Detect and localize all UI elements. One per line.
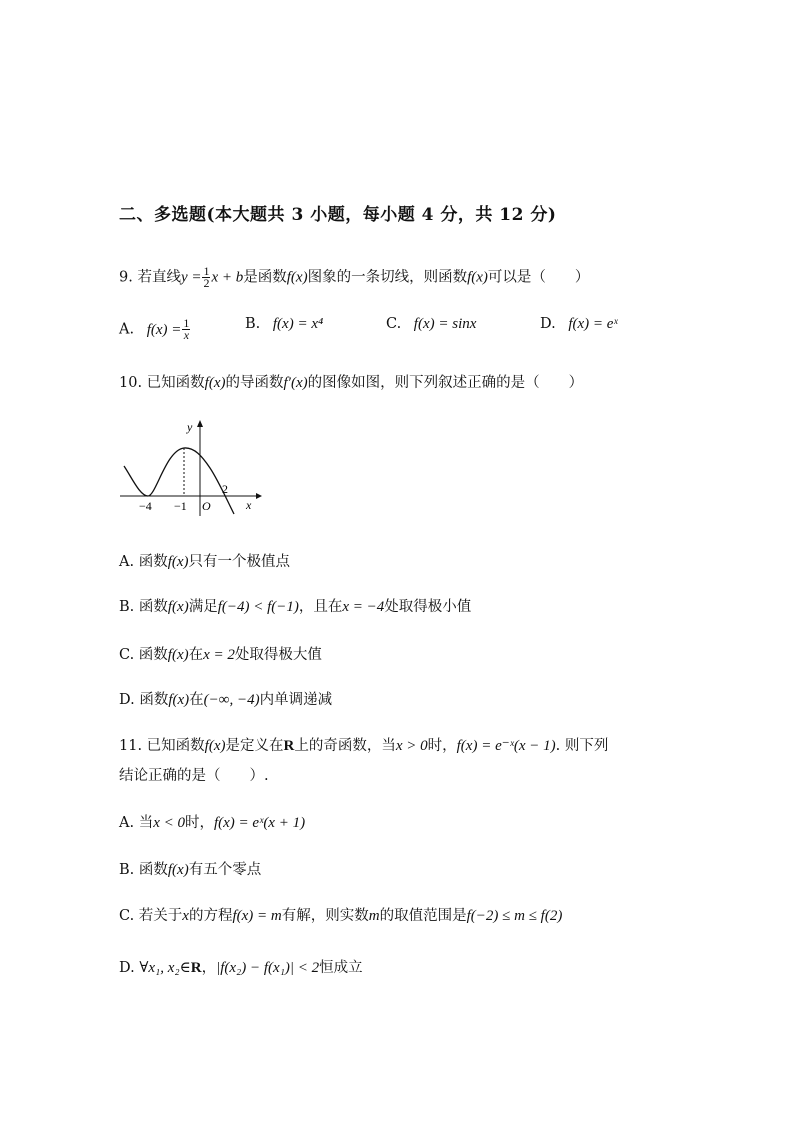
option-text: 函数 <box>138 599 168 615</box>
option-expr: |f(x₂) − f(x₁)| < 2 <box>216 960 320 976</box>
option-label: C. <box>386 316 402 332</box>
q10-option-c[interactable] <box>119 645 322 665</box>
option-label: A. <box>119 321 135 338</box>
q9-line-lhs: y = <box>180 269 202 286</box>
y-axis-arrow <box>197 420 203 427</box>
option-text: 在 <box>188 647 204 663</box>
option-fx: f(x) <box>167 599 189 615</box>
option-label: D. <box>119 692 135 708</box>
q11-text3: 上的奇函数，当 <box>294 738 396 754</box>
option-text: ，且在 <box>298 599 343 615</box>
x-axis-arrow <box>256 493 262 499</box>
option-text: 的方程 <box>188 908 233 924</box>
q11-number: 11. <box>119 738 143 754</box>
q11-option-b[interactable] <box>119 860 261 880</box>
origin-label: O <box>202 499 211 513</box>
q10-text1: 已知函数 <box>146 375 205 391</box>
option-text: 在 <box>189 692 204 708</box>
option-text: 处取得极小值 <box>384 599 472 615</box>
option-expr: x = 2 <box>203 647 235 663</box>
q11-line2: 结论正确的是（ ）. <box>119 768 269 784</box>
q10-option-a[interactable] <box>119 552 290 572</box>
option-expr: f(−4) < f(−1) <box>217 599 299 615</box>
option-label: C. <box>119 908 135 924</box>
option-var: m <box>368 908 380 924</box>
question-10 <box>119 373 583 393</box>
q10-text2: 的导函数 <box>225 375 284 391</box>
q10-fx: f(x) <box>204 375 226 391</box>
q10-text3: 的图像如图，则下列叙述正确的是（ ） <box>307 375 584 391</box>
q9-number: 9. <box>119 269 133 286</box>
option-text: 恒成立 <box>319 960 363 976</box>
option-text: ， <box>201 960 217 976</box>
q9-frac-den: 2 <box>203 276 210 290</box>
option-text: 有解，则实数 <box>281 908 369 924</box>
q9-option-b[interactable] <box>245 316 323 333</box>
q10-option-d[interactable] <box>119 690 332 710</box>
option-expr: f(−2) ≤ m ≤ f(2) <box>466 908 563 924</box>
q11-text4: 时， <box>427 738 457 754</box>
option-expr: f(x) = x⁴ <box>272 316 324 332</box>
question-11 <box>119 736 608 756</box>
q11-text5: . 则下列 <box>555 738 609 754</box>
q11-option-c[interactable] <box>119 906 562 926</box>
option-label: D. <box>119 960 135 976</box>
q9-fx2: f(x) <box>467 269 488 286</box>
section-title: 二、多选题(本大题共 3 小题，每小题 4 分，共 12 分) <box>119 205 557 225</box>
q11-cond: x > 0 <box>395 738 428 754</box>
forall-symbol: ∀ <box>139 960 149 976</box>
option-vars: x₁, x₂ <box>148 960 180 976</box>
option-text: 的取值范围是 <box>379 908 467 924</box>
option-expr: x = −4 <box>342 599 385 615</box>
question-9 <box>119 266 589 289</box>
q11-option-d[interactable] <box>119 958 363 978</box>
q11-fx: f(x) <box>204 738 226 754</box>
element-of-symbol: ∈ <box>179 960 191 976</box>
option-text: 只有一个极值点 <box>188 554 291 570</box>
option-label: C. <box>119 647 135 663</box>
option-expr: f(x) = eˣ <box>568 316 618 332</box>
x-axis-label: x <box>246 498 252 512</box>
option-fx: f(x) <box>167 862 189 878</box>
option-label: A. <box>119 554 135 570</box>
q9-frac-num: 1 <box>203 264 210 278</box>
q9-a-fraction <box>182 318 190 341</box>
option-expr: x < 0 <box>153 815 185 831</box>
q9-option-a[interactable] <box>119 318 191 341</box>
y-axis-label: y <box>187 420 193 434</box>
option-text: 当 <box>138 815 154 831</box>
q11-option-a[interactable] <box>119 813 305 833</box>
option-text: 处取得极大值 <box>234 647 322 663</box>
option-var: x <box>182 908 189 924</box>
q11-expr: f(x) = e⁻ˣ(x − 1) <box>456 738 556 754</box>
option-text: 函数 <box>138 647 168 663</box>
q9-line-rhs: x + b <box>211 269 244 286</box>
option-fx: f(x) <box>168 692 190 708</box>
reals-symbol: R <box>283 738 295 754</box>
option-expr: f(x) = eˣ(x + 1) <box>213 815 306 831</box>
option-label: A. <box>119 815 135 831</box>
option-text: 若关于 <box>138 908 183 924</box>
q9-text-before: 若直线 <box>137 269 181 286</box>
q9-text-after: 图象的一条切线，则函数 <box>307 269 468 286</box>
tick-label: −4 <box>139 499 152 513</box>
q11-text2: 是定义在 <box>225 738 284 754</box>
option-text: 满足 <box>188 599 218 615</box>
option-expr: f(x) = <box>146 321 182 338</box>
option-text: 函数 <box>139 692 169 708</box>
option-label: B. <box>119 862 135 878</box>
q9-option-c[interactable] <box>386 316 476 333</box>
option-label: B. <box>245 316 261 332</box>
q9-text-end: 可以是（ ） <box>487 269 590 286</box>
q10-option-b[interactable] <box>119 597 471 617</box>
option-expr: (−∞, −4) <box>203 692 260 708</box>
tick-label: −1 <box>174 499 187 513</box>
option-expr: f(x) = m <box>232 908 282 924</box>
option-expr: f(x) = sinx <box>413 316 477 332</box>
option-label: D. <box>540 316 556 332</box>
option-text: 时， <box>184 815 214 831</box>
q9-text-mid: 是函数 <box>243 269 287 286</box>
q9-a-num: 1 <box>183 316 190 330</box>
option-text: 函数 <box>138 862 168 878</box>
option-label: B. <box>119 599 135 615</box>
option-text: 内单调递减 <box>259 692 333 708</box>
q11-text1: 已知函数 <box>146 738 205 754</box>
option-fx: f(x) <box>167 647 189 663</box>
derivative-graph <box>118 418 263 518</box>
q9-fx: f(x) <box>286 269 308 286</box>
q9-option-d[interactable] <box>540 316 618 333</box>
option-text: 有五个零点 <box>188 862 262 878</box>
option-fx: f(x) <box>167 554 189 570</box>
q9-fraction <box>202 266 210 289</box>
q10-number: 10. <box>119 375 143 391</box>
option-text: 函数 <box>138 554 168 570</box>
tick-label: 2 <box>222 482 228 496</box>
reals-symbol: R <box>190 960 202 976</box>
q10-fpx: f′(x) <box>283 375 308 391</box>
q9-a-den: x <box>183 328 190 342</box>
